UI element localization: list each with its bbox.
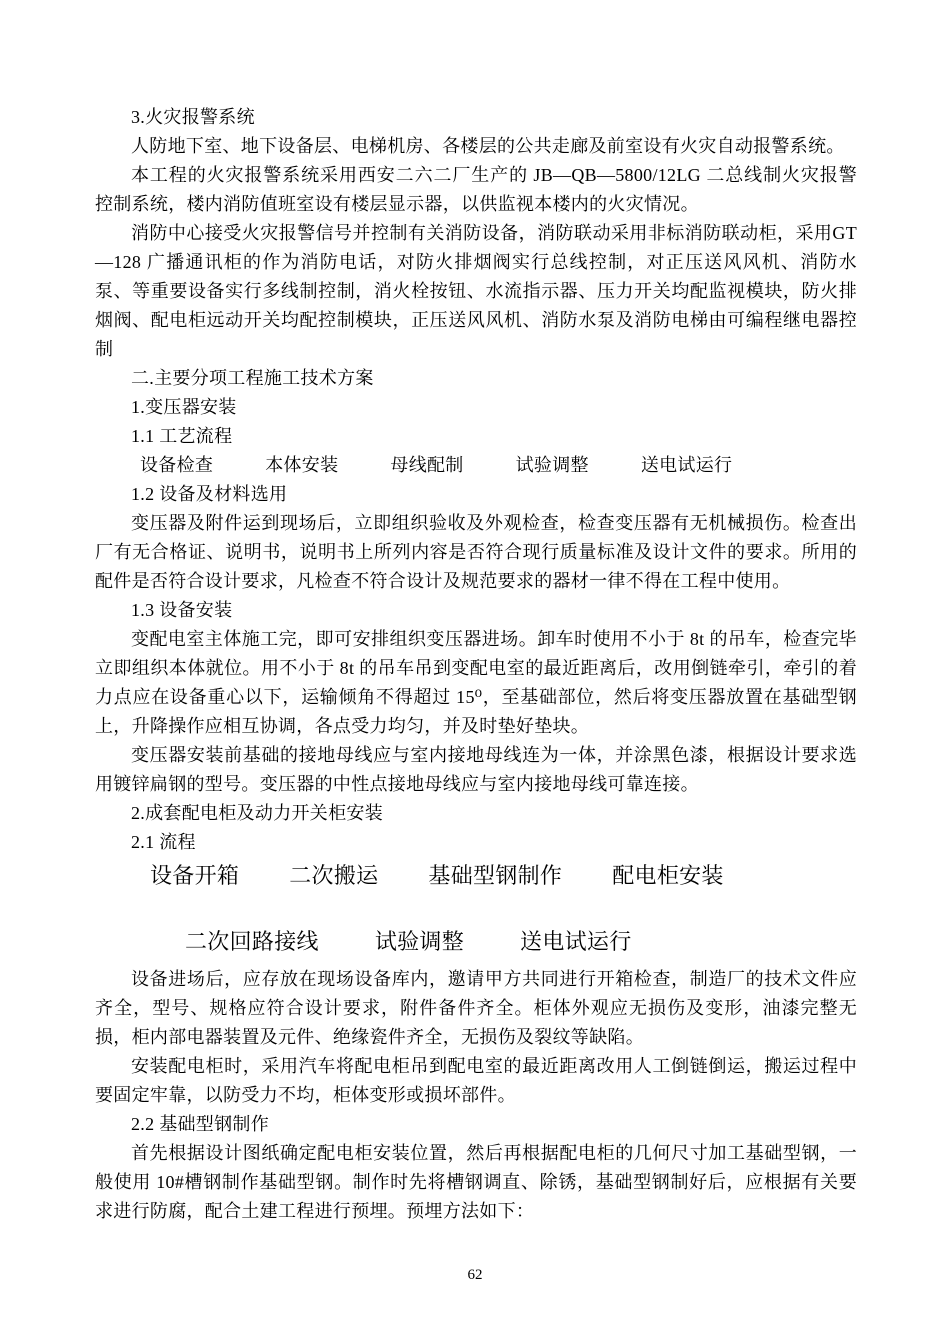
page-number: 62	[467, 1267, 483, 1283]
flow-step-secondary-circuit-wiring: 二次回路接线	[185, 929, 319, 954]
cabinet-flow-steps-row2	[95, 925, 857, 959]
paragraph-cabinet-transport: 安装配电柜时，采用汽车将配电柜吊到配电室的最近距离改用人工倒链倒运，搬运过程中要固定牢靠，以防受力不均，柜体变形或损坏部件。	[95, 1056, 857, 1105]
heading-fire-alarm-system: 3.火灾报警系统	[131, 107, 255, 127]
paragraph-fire-alarm-locations: 人防地下室、地下设备层、电梯机房、各楼层的公共走廊及前室设有火灾自动报警系统。	[131, 136, 845, 156]
flow-step-cabinet-install: 配电柜安装	[612, 863, 724, 888]
document-body	[95, 103, 857, 1226]
flow-step-test-adjust: 试验调整	[515, 455, 589, 475]
flow-step-equipment-check: 设备检查	[140, 455, 214, 475]
paragraph-cabinet-acceptance: 设备进场后，应存放在现场设备库内，邀请甲方共同进行开箱检查，制造厂的技术文件应齐全，型号、规格应符合设计要求，附件备件齐全。柜体外观应无损伤及变形，油漆完整无损，柜内部电器装置及元件、绝缘瓷件齐全，无损伤及裂纹等缺陷。	[95, 969, 857, 1047]
heading-switchgear-installation: 2.成套配电柜及动力开关柜安装	[131, 803, 383, 823]
flow-step-busbar-prep: 母线配制	[390, 455, 464, 475]
heading-process-flow: 1.1 工艺流程	[131, 426, 233, 446]
paragraph-grounding-busbar: 变压器安装前基础的接地母线应与室内接地母线连为一体，并涂黑色漆，根据设计要求选用镀锌扁钢的型号。变压器的中性点接地母线应与室内接地母线可靠连接。	[95, 745, 857, 794]
flow-step-secondary-transport: 二次搬运	[289, 863, 379, 888]
flow-step-unboxing: 设备开箱	[150, 863, 240, 888]
flow-step-base-steel-fabrication: 基础型钢制作	[428, 863, 563, 888]
page-footer	[0, 1266, 950, 1284]
paragraph-fire-center-control: 消防中心接受火灾报警信号并控制有关消防设备，消防联动采用非标消防联动柜，采用GT—128 广播通讯柜的作为消防电话，对防火排烟阀实行总线控制，对正压送风风机、消防水泵、等重要设备实行多线制控制，消火栓按钮、水流指示器、压力开关均配监视模块，防火排烟阀、配电柜远动开关均配控制模块，正压送风风机、消防水泵及消防电梯由可编程继电器控制	[95, 223, 857, 359]
heading-transformer-installation: 1.变压器安装	[131, 397, 237, 417]
paragraph-transformer-inspection: 变压器及附件运到现场后，立即组织验收及外观检查，检查变压器有无机械损伤。检查出厂有无合格证、说明书，说明书上所列内容是否符合现行质量标准及设计文件的要求。所用的配件是否符合设计要求，凡检查不符合设计及规范要求的器材一律不得在工程中使用。	[95, 513, 857, 591]
paragraph-base-steel-method: 首先根据设计图纸确定配电柜安装位置，然后再根据配电柜的几何尺寸加工基础型钢，一般使用 10#槽钢制作基础型钢。制作时先将槽钢调直、除锈，基础型钢制好后，应根据有关要求进行防腐，配合土建工程进行预埋。预埋方法如下：	[95, 1143, 857, 1221]
flow-step-power-trial-2: 送电试运行	[520, 929, 632, 954]
flow-step-power-trial: 送电试运行	[640, 455, 733, 475]
flow-step-test-adjust-2: 试验调整	[374, 929, 465, 954]
heading-base-steel-fabrication: 2.2 基础型钢制作	[131, 1114, 269, 1134]
transformer-flow-steps	[95, 451, 857, 480]
cabinet-flow-steps-row1	[95, 859, 857, 893]
heading-main-sub-projects: 二.主要分项工程施工技术方案	[131, 368, 374, 388]
heading-equipment-installation: 1.3 设备安装	[131, 600, 233, 620]
paragraph-transformer-placement: 变配电室主体施工完，即可安排组织变压器进场。卸车时使用不小于 8t 的吊车，检查完毕立即组织本体就位。用不小于 8t 的吊车吊到变配电室的最近距离后，改用倒链牵引，牵引的着力点应在设备重心以下，运输倾角不得超过 15⁰，至基础部位，然后将变压器放置在基础型钢上，升降操作应相互协调，各点受力均匀，并及时垫好垫块。	[95, 629, 857, 736]
heading-equipment-material-selection: 1.2 设备及材料选用	[131, 484, 288, 504]
heading-cabinet-flow: 2.1 流程	[131, 832, 196, 852]
flow-step-body-install: 本体安装	[265, 455, 339, 475]
paragraph-fire-alarm-control-system: 本工程的火灾报警系统采用西安二六二厂生产的 JB—QB—5800/12LG 二总线制火灾报警控制系统，楼内消防值班室设有楼层显示器，以供监视本楼内的火灾情况。	[95, 165, 857, 214]
